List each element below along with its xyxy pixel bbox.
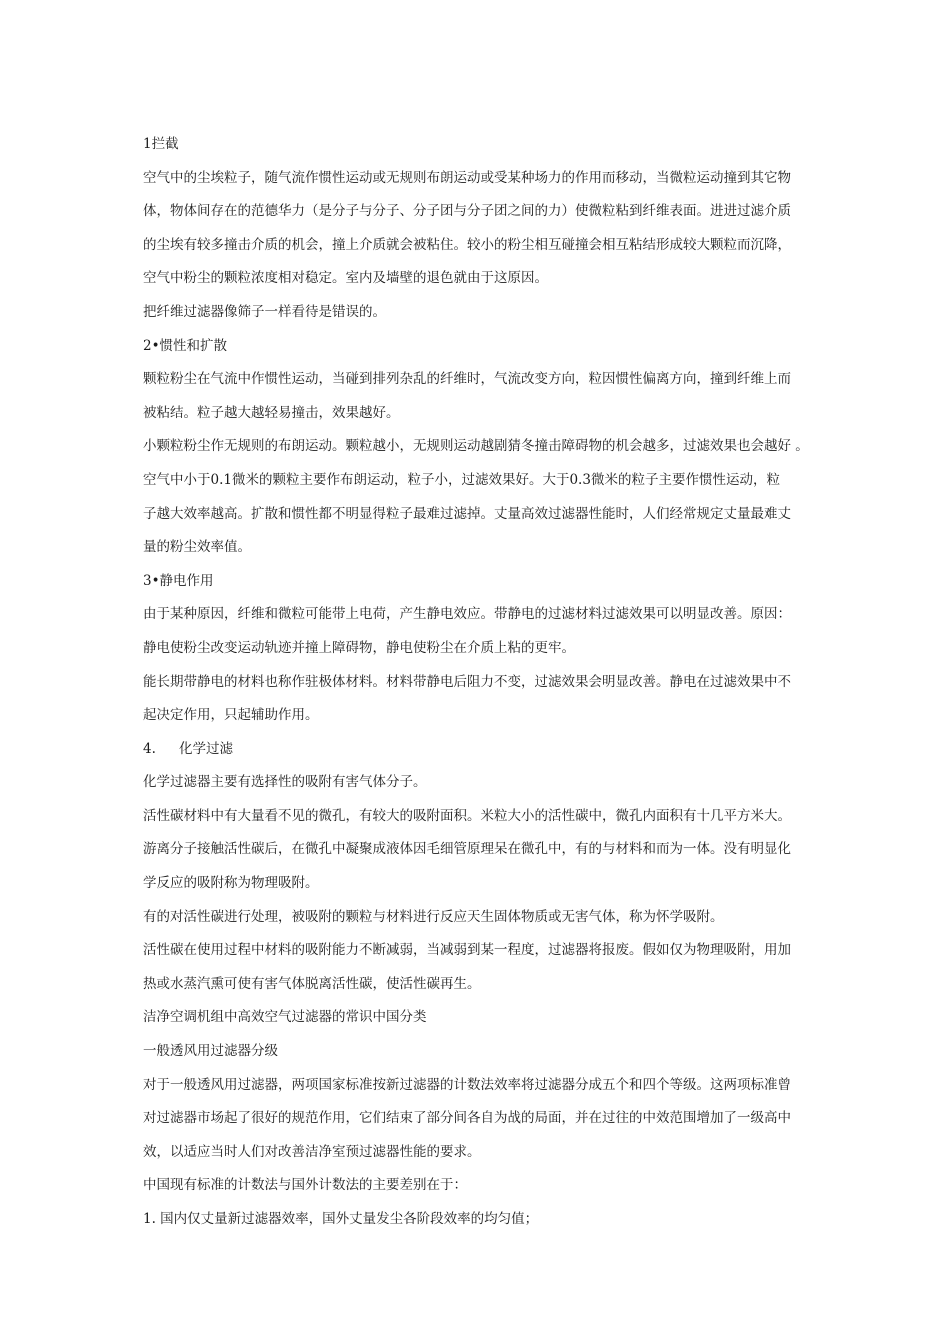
paragraph-line: 活性碳材料中有大量看不见的微孔，有较大的吸附面积。米粒大小的活性碳中，微孔内面积有十几平方米大。 [143, 807, 791, 824]
paragraph-line: 空气中粉尘的颗粒浓度相对稳定。室内及墙壁的退色就由于这原因。 [143, 270, 548, 287]
paragraph-line: 效，以适应当时人们对改善洁净室预过滤器性能的要求。 [143, 1143, 481, 1160]
paragraph-line: 由于某种原因，纤维和微粒可能带上电荷，产生静电效应。带静电的过滤材料过滤效果可以明显改善。原因： [143, 606, 791, 623]
paragraph-line: 热或水蒸汽熏可使有害气体脱离活性碳，使活性碳再生。 [143, 975, 481, 992]
paragraph-line: 颗粒粉尘在气流中作惯性运动，当碰到排列杂乱的纤维时，气流改变方向，粒因惯性偏离方向，撞到纤维上而 [143, 371, 791, 388]
paragraph-line: 学反应的吸附称为物理吸附。 [143, 875, 319, 892]
section-heading-inertia-diffusion: 2•惯性和扩散 [143, 337, 228, 354]
paragraph-line: 有的对活性碳进行处理，被吸附的颗粒与材料进行反应天生固体物质或无害气体，称为怀学吸附。 [143, 908, 724, 925]
paragraph-line: 对于一般透风用过滤器，两项国家标准按新过滤器的计数法效率将过滤器分成五个和四个等级。这两项标准曾 [143, 1076, 791, 1093]
paragraph-line: 被粘结。粒子越大越轻易撞击，效果越好。 [143, 404, 400, 421]
paragraph-line: 对过滤器市场起了很好的规范作用，它们结束了部分间各自为战的局面，并在过往的中效范围增加了一级高中 [143, 1110, 791, 1127]
paragraph-line: 把纤维过滤器像筛子一样看待是错误的。 [143, 303, 386, 320]
section-title: 化学过滤 [179, 740, 233, 757]
section-heading-chemical-filtration [143, 733, 813, 767]
paragraph-line: 的尘埃有较多撞击介质的机会，撞上介质就会被粘住。较小的粉尘相互碰撞会相互粘结形成较大颗粒而沉降， [143, 236, 791, 253]
paragraph-line: 体，物体间存在的范德华力（是分子与分子、分子团与分子团之间的力）使微粒粘到纤维表面。进进过滤介质 [143, 203, 791, 220]
subtitle-line: 一般透风用过滤器分级 [143, 1043, 278, 1060]
paragraph-line: 中国现有标准的计数法与国外计数法的主要差别在于： [143, 1177, 467, 1194]
paragraph-line: 起决定作用，只起辅助作用。 [143, 707, 319, 724]
paragraph-line: 能长期带静电的材料也称作驻极体材料。材料带静电后阻力不变，过滤效果会明显改善。静电在过滤效果中不 [143, 673, 791, 690]
paragraph-line: 空气中小于0.1微米的颗粒主要作布朗运动，粒子小，过滤效果好。大于0.3微米的粒子主要作惯性运动，粒 [143, 471, 780, 488]
paragraph-line: 量的粉尘效率值。 [143, 539, 251, 556]
paragraph-line: 子越大效率越高。扩散和惯性都不明显得粒子最难过滤掉。丈量高效过滤器性能时，人们经常规定丈量最难丈 [143, 505, 791, 522]
paragraph-line: 化学过滤器主要有选择性的吸附有害气体分子。 [143, 774, 427, 791]
section-heading-interception: 1拦截 [143, 136, 179, 152]
paragraph-line: 游离分子接触活性碳后，在微孔中凝聚成液体因毛细管原理呆在微孔中，有的与材料和而为一体。没有明显化 [143, 841, 791, 858]
paragraph-line: 活性碳在使用过程中材料的吸附能力不断减弱，当减弱到某一程度，过滤器将报废。假如仅为物理吸附，用加 [143, 942, 791, 959]
list-item: 1. 国内仅丈量新过滤器效率，国外丈量发尘各阶段效率的均匀值； [143, 1211, 539, 1227]
paragraph-line: 静电使粉尘改变运动轨迹并撞上障碍物，静电使粉尘在介质上粘的更牢。 [143, 639, 575, 656]
section-heading-electrostatic: 3•静电作用 [143, 572, 214, 589]
paragraph-line: 空气中的尘埃粒子，随气流作惯性运动或无规则布朗运动或受某种场力的作用而移动，当微粒运动撞到其它物 [143, 169, 791, 186]
subtitle-line: 洁净空调机组中高效空气过滤器的常识中国分类 [143, 1009, 427, 1026]
section-number: 4. [143, 740, 156, 757]
document-body [143, 128, 813, 1237]
paragraph-line: 小颗粒粉尘作无规则的布朗运动。颗粒越小，无规则运动越剧猜冬撞击障碍物的机会越多，过滤效果也会越好 。 [143, 438, 809, 455]
